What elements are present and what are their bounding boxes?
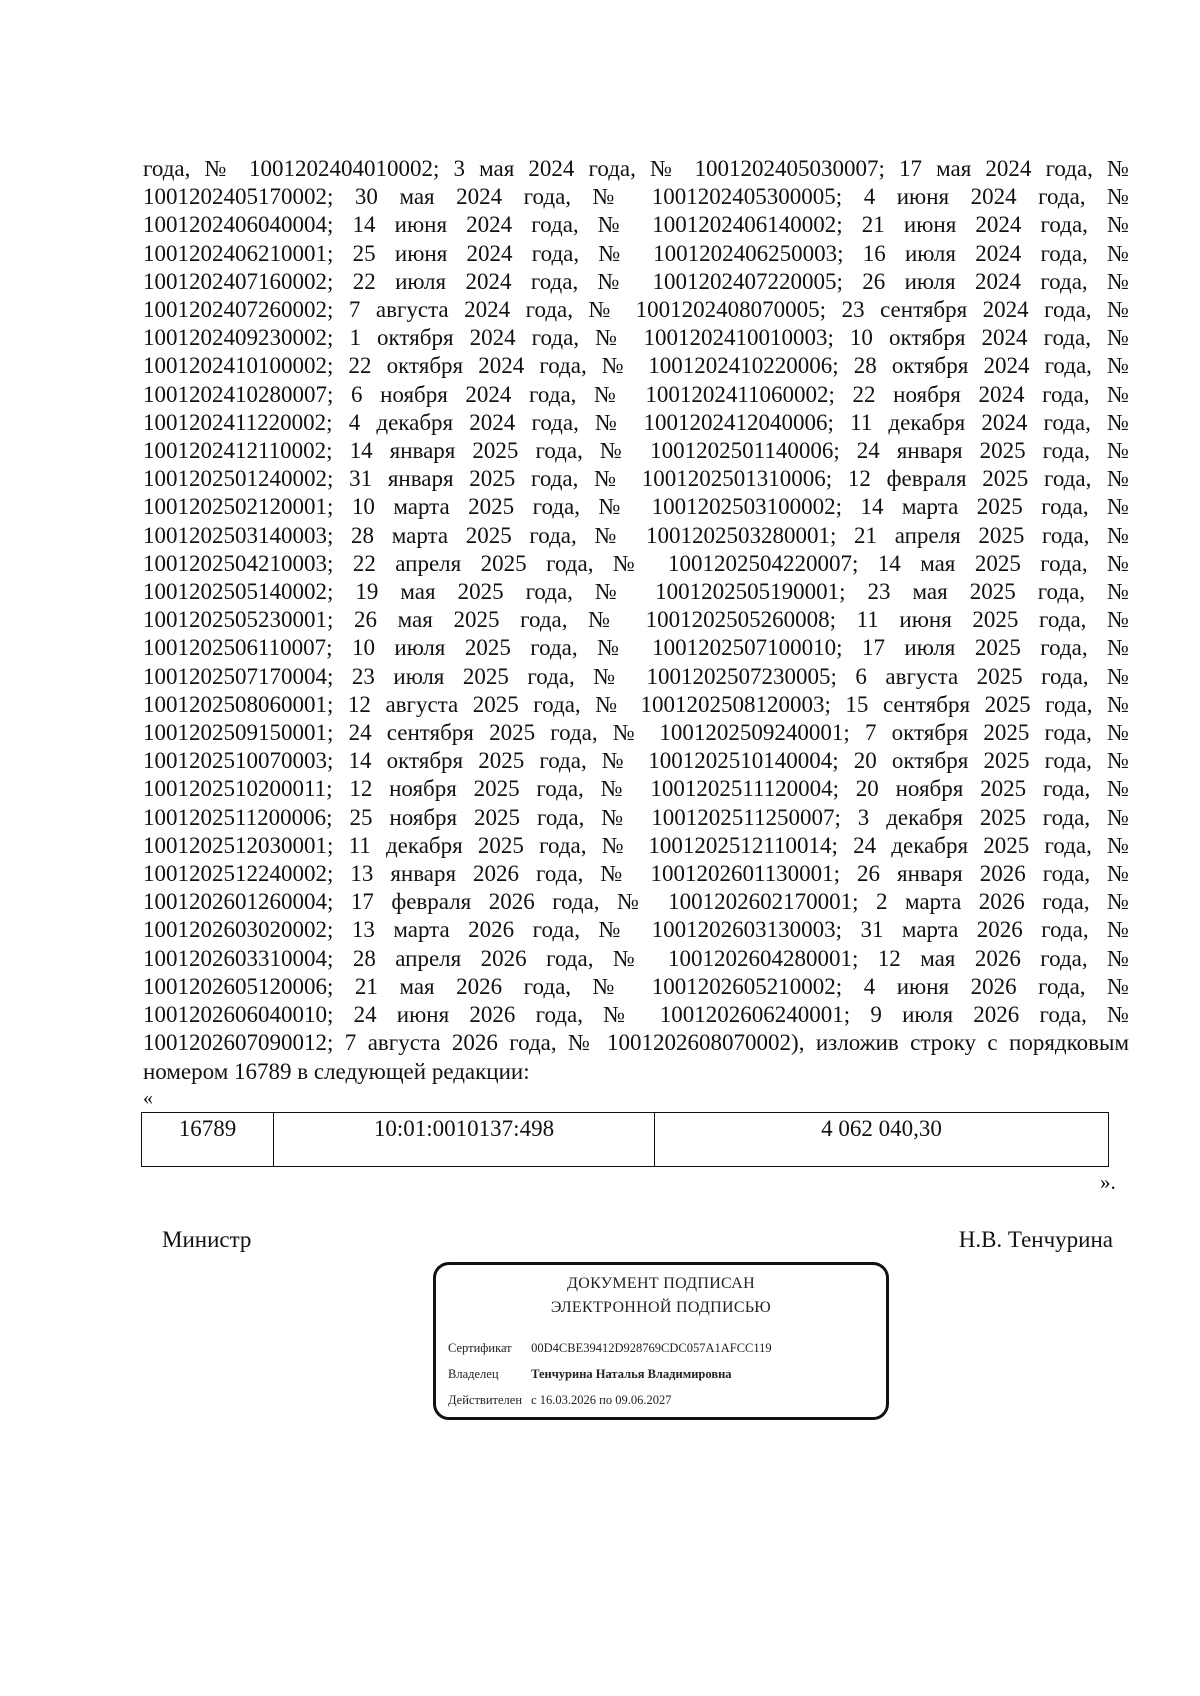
certificate-value: 00D4CBE39412D928769CDC057A1AFCC119	[531, 1341, 772, 1355]
owner-value: Тенчурина Наталья Владимировна	[531, 1367, 732, 1381]
value-cell: 4 062 040,30	[655, 1113, 1109, 1167]
row-number-cell: 16789	[142, 1113, 274, 1167]
electronic-signature-stamp	[433, 1262, 889, 1420]
table-row	[142, 1113, 1109, 1167]
open-quote: «	[143, 1087, 153, 1109]
owner-label: Владелец	[448, 1367, 499, 1381]
signatory-name: Н.В. Тенчурина	[958, 1227, 1113, 1252]
validity-label: Действителен	[448, 1393, 523, 1407]
validity-value: с 16.03.2026 по 09.06.2027	[531, 1393, 672, 1407]
stamp-validity-row	[448, 1393, 672, 1408]
cadastral-number-cell: 10:01:0010137:498	[274, 1113, 655, 1167]
amendment-table	[141, 1112, 1109, 1167]
stamp-certificate-row	[448, 1341, 772, 1356]
stamp-title-line1: ДОКУМЕНТ ПОДПИСАН	[567, 1275, 755, 1292]
body-paragraph: года, № 1001202404010002; 3 мая 2024 года, № 1001202405030007; 17 мая 2024 года, № 1001202405170002; 30 мая 2024 года, № 1001202405300005; 4 июня 2024 года, № 1001202406040004; 14 июня 2024 года, № 1001202406140002; 21 июня 2024 года, № 1001202406210001; 25 июня 2024 года, № 1001202406250003; 16 июля 2024 года, № 1001202407160002; 22 июля 2024 года, № 1001202407220005; 26 июля 2024 года, № 1001202407260002; 7 августа 2024 года, № 1001202408070005; 23 сентября 2024 года, № 1001202409230002; 1 октября 2024 года, № 1001202410010003; 10 октября 2024 года, № 1001202410100002; 22 октября 2024 года, № 1001202410220006; 28 октября 2024 года, № 1001202410280007; 6 ноября 2024 года, № 1001202411060002; 22 ноября 2024 года, № 1001202411220002; 4 декабря 2024 года, № 1001202412040006; 11 декабря 2024 года, № 1001202412110002; 14 января 2025 года, № 1001202501140006; 24 января 2025 года, № 1001202501240002; 31 января 2025 года, № 1001202501310006; 12 февраля 2025 года, № 1001202502120001; 10 марта 2025 года, № 1001202503100002; 14 марта 2025 года, № 1001202503140003; 28 марта 2025 года, № 1001202503280001; 21 апреля 2025 года, № 1001202504210003; 22 апреля 2025 года, № 1001202504220007; 14 мая 2025 года, № 1001202505140002; 19 мая 2025 года, № 1001202505190001; 23 мая 2025 года, № 1001202505230001; 26 мая 2025 года, № 1001202505260008; 11 июня 2025 года, № 1001202506110007; 10 июля 2025 года, № 1001202507100010; 17 июля 2025 года, № 1001202507170004; 23 июля 2025 года, № 1001202507230005; 6 августа 2025 года, № 1001202508060001; 12 августа 2025 года, № 1001202508120003; 15 сентября 2025 года, № 1001202509150001; 24 сентября 2025 года, № 1001202509240001; 7 октября 2025 года, № 1001202510070003; 14 октября 2025 года, № 1001202510140004; 20 октября 2025 года, № 1001202510200011; 12 ноября 2025 года, № 1001202511120004; 20 ноября 2025 года, № 1001202511200006; 25 ноября 2025 года, № 1001202511250007; 3 декабря 2025 года, № 1001202512030001; 11 декабря 2025 года, № 1001202512110014; 24 декабря 2025 года, № 1001202512240002; 13 января 2026 года, № 1001202601130001; 26 января 2026 года, № 1001202601260004; 17 февраля 2026 года, № 1001202602170001; 2 марта 2026 года, № 1001202603020002; 13 марта 2026 года, № 1001202603130003; 31 марта 2026 года, № 1001202603310004; 28 апреля 2026 года, № 1001202604280001; 12 мая 2026 года, № 1001202605120006; 21 мая 2026 года, № 1001202605210002; 4 июня 2026 года, № 1001202606040010; 24 июня 2026 года, № 1001202606240001; 9 июля 2026 года, № 1001202607090012; 7 августа 2026 года, № 1001202608070002), изложив строку с порядковым номером 16789 в следующей редакции:	[143, 156, 1129, 1084]
stamp-owner-row	[448, 1367, 732, 1382]
signatory-role: Министр	[162, 1227, 252, 1252]
certificate-label: Сертификат	[448, 1341, 512, 1355]
close-quote: ».	[1100, 1170, 1116, 1194]
stamp-title-line2: ЭЛЕКТРОННОЙ ПОДПИСЬЮ	[550, 1299, 772, 1316]
